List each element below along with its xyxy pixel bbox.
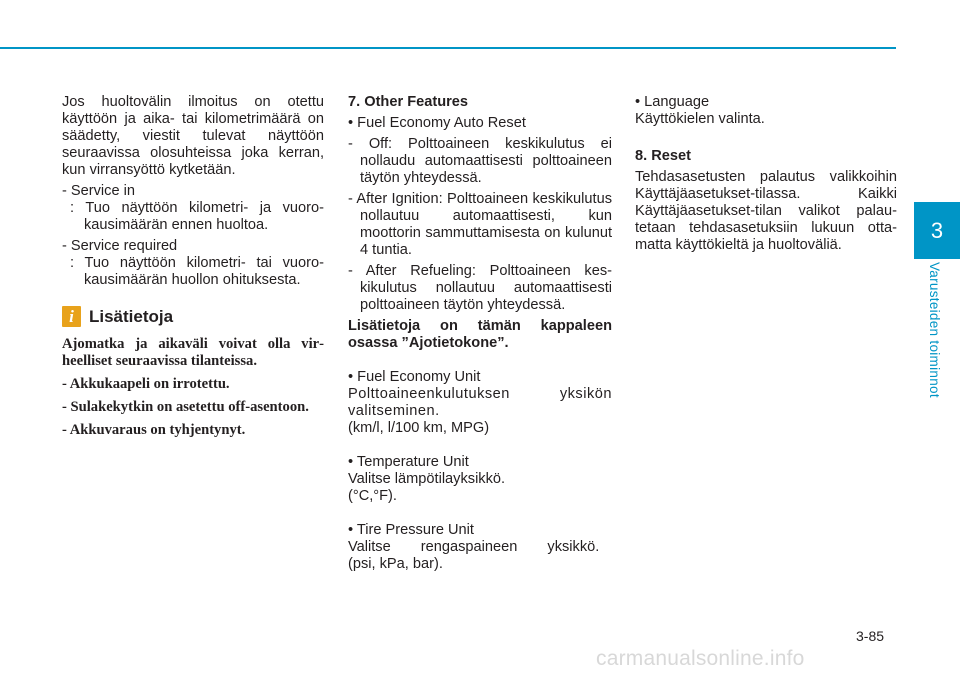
tire-pressure-unit-text: Valitse rengaspaineen yksikkö. [348, 539, 600, 555]
service-in-text: : Tuo näyttöön kilometri- ja vuorokausimäärän ennen huoltoa. [70, 200, 324, 233]
info-title: Lisätietoja [89, 307, 174, 326]
temperature-unit-text: Valitse lämpötilayksikkö. [348, 471, 506, 487]
reset-option: - Off: Polttoaineen keskikulutus ei nollaudu automaattisesti polttoaineen täytön yhteydessä. [348, 136, 612, 186]
intro-paragraph: Jos huoltovälin ilmoitus on otettu käyttöön ja aika- tai kilometrimäärä on säädetty, viestit tulevat näyttöön seuraavissa olosuhteissa joka kerran, kun virransyöttö kytketään. [62, 94, 324, 178]
section-heading-other-features: 7. Other Features [348, 94, 469, 110]
info-item: - Akkukaapeli on irrotettu. [62, 376, 230, 392]
language-title: • Language [635, 94, 710, 110]
temperature-unit-title: • Temperature Unit [348, 454, 469, 470]
tire-pressure-unit-title: • Tire Pressure Unit [348, 522, 474, 538]
chapter-tab [914, 202, 960, 259]
watermark: carmanualsonline.info [596, 647, 805, 670]
fuel-economy-reset-title: • Fuel Economy Auto Reset [348, 115, 526, 131]
reset-option: - After Refueling: Polttoaineen keskikulutus nollautuu automaattisesti polttoaineen täytön yhteydessä. [348, 263, 612, 313]
fuel-unit-title: • Fuel Economy Unit [348, 369, 481, 385]
top-divider [0, 47, 896, 49]
page-number: 3-85 [856, 628, 885, 644]
service-required-label: - Service required [62, 238, 178, 254]
column-right [635, 94, 897, 254]
service-required-text: : Tuo näyttöön kilometri- tai vuorokausimäärän huollon ohituksesta. [70, 255, 324, 288]
service-in-label: - Service in [62, 183, 135, 199]
reference-note: Lisätietoja on tämän kappaleen osassa ”Ajotietokone”. [348, 318, 612, 351]
chapter-number: 3 [930, 217, 944, 243]
info-item: - Akkuvaraus on tyhjentynyt. [62, 422, 246, 438]
chapter-title: Varusteiden toiminnot [927, 262, 942, 398]
info-header [62, 306, 324, 327]
column-left [62, 94, 324, 439]
column-middle [348, 94, 612, 573]
temperature-unit-options: (°C,°F). [348, 488, 397, 504]
info-icon: i [62, 306, 81, 327]
reset-option: - After Ignition: Polttoaineen keskikulutus nollautuu automaattisesti, kun moottorin sammuttamisesta on kulunut 4 tuntia. [348, 191, 612, 258]
info-text: Ajomatka ja aikaväli voivat olla virheelliset seuraavissa tilanteissa. [62, 336, 324, 369]
reset-text: Tehdasasetusten palautus valikkoihin Käyttäjäasetukset-tilassa. Kaikki Käyttäjäasetukset-tilan valikot palautetaan tehdasasetuksiin lukuun ottamatta käyttökieltä ja huoltoväliä. [635, 169, 897, 253]
language-text: Käyttökielen valinta. [635, 111, 765, 127]
info-item: - Sulakekytkin on asetettu off-asentoon. [62, 399, 309, 415]
fuel-unit-options: (km/l, l/100 km, MPG) [348, 420, 490, 436]
fuel-unit-text: Polttoaineenkulutuksen yksikön valitseminen. [348, 386, 612, 419]
tire-pressure-unit-options: (psi, kPa, bar). [348, 556, 443, 572]
section-heading-reset: 8. Reset [635, 148, 691, 164]
